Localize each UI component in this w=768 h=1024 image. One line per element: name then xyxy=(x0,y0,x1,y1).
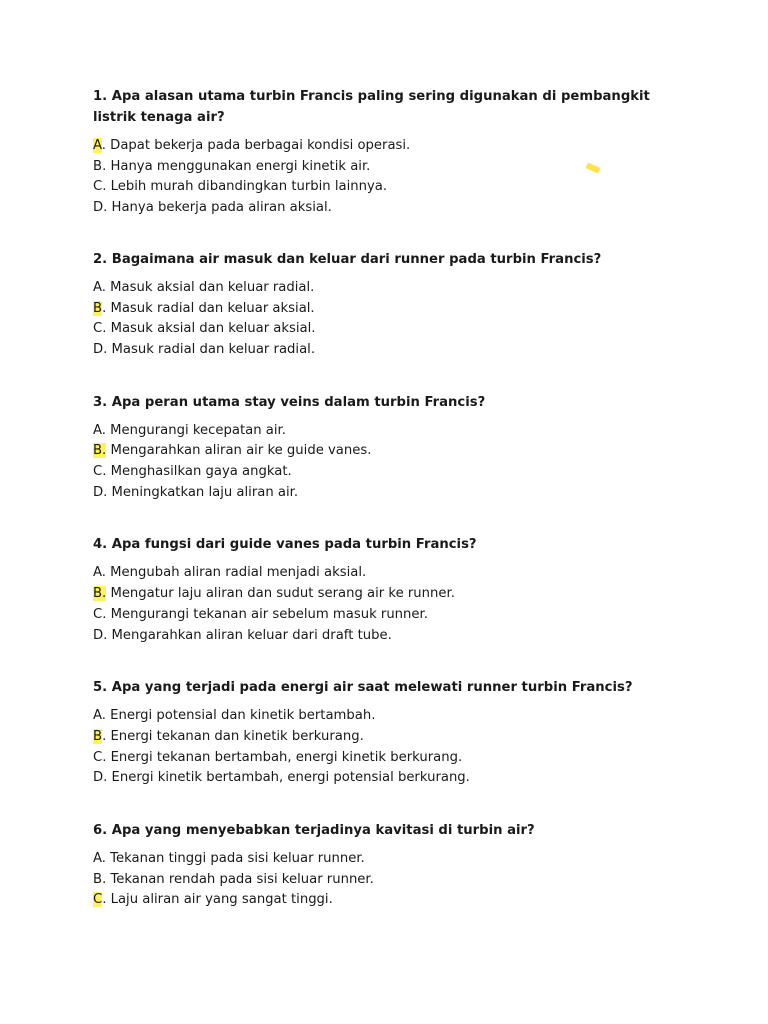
option-letter: C xyxy=(93,464,103,480)
question-title: 2. Bagaimana air masuk dan keluar dari runner pada turbin Francis? xyxy=(93,251,602,267)
option-d xyxy=(93,626,673,647)
answer-highlight: B. xyxy=(93,586,107,602)
option-d xyxy=(93,483,673,504)
option-letter: B xyxy=(93,871,103,887)
option-d xyxy=(93,768,673,789)
question-title: 3. Apa peran utama stay veins dalam turbin Francis? xyxy=(93,394,486,410)
question-6 xyxy=(93,820,673,911)
option-letter: A xyxy=(93,422,102,438)
option-text: . Masuk radial dan keluar radial. xyxy=(103,341,316,357)
option-b xyxy=(93,727,673,748)
option-list xyxy=(93,421,673,504)
option-text: . Laju aliran air yang sangat tinggi. xyxy=(102,892,333,908)
answer-highlight: B. xyxy=(93,443,107,459)
question-1 xyxy=(93,86,673,219)
option-a xyxy=(93,136,673,157)
option-text: . Tekanan rendah pada sisi keluar runner. xyxy=(102,871,374,887)
option-text: . Energi tekanan dan kinetik berkurang. xyxy=(102,728,364,744)
question-5 xyxy=(93,677,673,789)
option-text: . Hanya bekerja pada aliran aksial. xyxy=(103,200,332,216)
option-letter: D xyxy=(93,627,104,643)
option-text: . Menghasilkan gaya angkat. xyxy=(102,464,292,480)
option-list xyxy=(93,706,673,789)
option-a xyxy=(93,706,673,727)
option-c xyxy=(93,319,673,340)
option-text: . Energi potensial dan kinetik bertambah. xyxy=(101,708,376,724)
option-text: . Energi tekanan bertambah, energi kinetik berkurang. xyxy=(102,749,463,765)
option-d xyxy=(93,198,673,219)
option-c xyxy=(93,605,673,626)
quiz-document xyxy=(93,86,673,911)
option-text: . Mengarahkan aliran keluar dari draft tube. xyxy=(103,627,392,643)
option-text: . Meningkatkan laju aliran air. xyxy=(103,484,299,500)
option-text: Mengarahkan aliran air ke guide vanes. xyxy=(106,443,372,459)
option-text: . Lebih murah dibandingkan turbin lainnya. xyxy=(102,179,388,195)
question-title: 6. Apa yang menyebabkan terjadinya kavitasi di turbin air? xyxy=(93,823,535,839)
option-text: . Tekanan tinggi pada sisi keluar runner. xyxy=(101,851,365,867)
option-list xyxy=(93,849,673,911)
option-c xyxy=(93,462,673,483)
option-a xyxy=(93,278,673,299)
option-text: . Masuk aksial dan keluar aksial. xyxy=(102,321,316,337)
question-title: 1. Apa alasan utama turbin Francis paling sering digunakan di pembangkit listrik tenaga air? xyxy=(93,89,650,125)
option-letter: D xyxy=(93,770,104,786)
option-list xyxy=(93,563,673,646)
answer-highlight: A xyxy=(93,138,102,153)
option-text: . Mengubah aliran radial menjadi aksial. xyxy=(101,565,367,581)
option-letter: A xyxy=(93,708,102,724)
option-text: . Masuk radial dan keluar aksial. xyxy=(102,300,315,316)
option-list xyxy=(93,278,673,361)
option-letter: A xyxy=(93,279,102,295)
option-a xyxy=(93,849,673,870)
question-title: 4. Apa fungsi dari guide vanes pada turbin Francis? xyxy=(93,537,477,553)
question-title: 5. Apa yang terjadi pada energi air saat melewati runner turbin Francis? xyxy=(93,680,633,696)
question-2 xyxy=(93,249,673,361)
option-text: . Mengurangi tekanan air sebelum masuk runner. xyxy=(102,606,428,622)
option-b xyxy=(93,299,673,320)
option-letter: D xyxy=(93,200,104,216)
option-letter: C xyxy=(93,179,103,195)
option-c xyxy=(93,177,673,198)
option-letter: A xyxy=(93,565,102,581)
option-b xyxy=(93,870,673,891)
option-text: . Dapat bekerja pada berbagai kondisi operasi. xyxy=(101,138,411,153)
option-b xyxy=(93,441,673,462)
option-b xyxy=(93,584,673,605)
option-text: . Energi kinetik bertambah, energi potensial berkurang. xyxy=(103,770,470,786)
option-text: . Hanya menggunakan energi kinetik air. xyxy=(102,158,371,174)
option-letter: C xyxy=(93,749,103,765)
option-letter: A xyxy=(93,851,102,867)
option-letter: B xyxy=(93,158,103,174)
answer-highlight: C xyxy=(93,892,103,908)
question-4 xyxy=(93,534,673,646)
option-letter: C xyxy=(93,321,103,337)
option-list xyxy=(93,136,673,219)
option-text: . Masuk aksial dan keluar radial. xyxy=(101,279,315,295)
answer-highlight: B xyxy=(93,728,103,744)
option-d xyxy=(93,340,673,361)
option-text: Mengatur laju aliran dan sudut serang air ke runner. xyxy=(106,586,455,602)
answer-highlight: B xyxy=(93,300,103,316)
option-c xyxy=(93,890,673,911)
option-text: . Mengurangi kecepatan air. xyxy=(101,422,286,438)
option-a xyxy=(93,421,673,442)
option-letter: C xyxy=(93,606,103,622)
option-letter: D xyxy=(93,341,104,357)
option-a xyxy=(93,563,673,584)
question-3 xyxy=(93,392,673,504)
option-c xyxy=(93,748,673,769)
option-letter: D xyxy=(93,484,104,500)
